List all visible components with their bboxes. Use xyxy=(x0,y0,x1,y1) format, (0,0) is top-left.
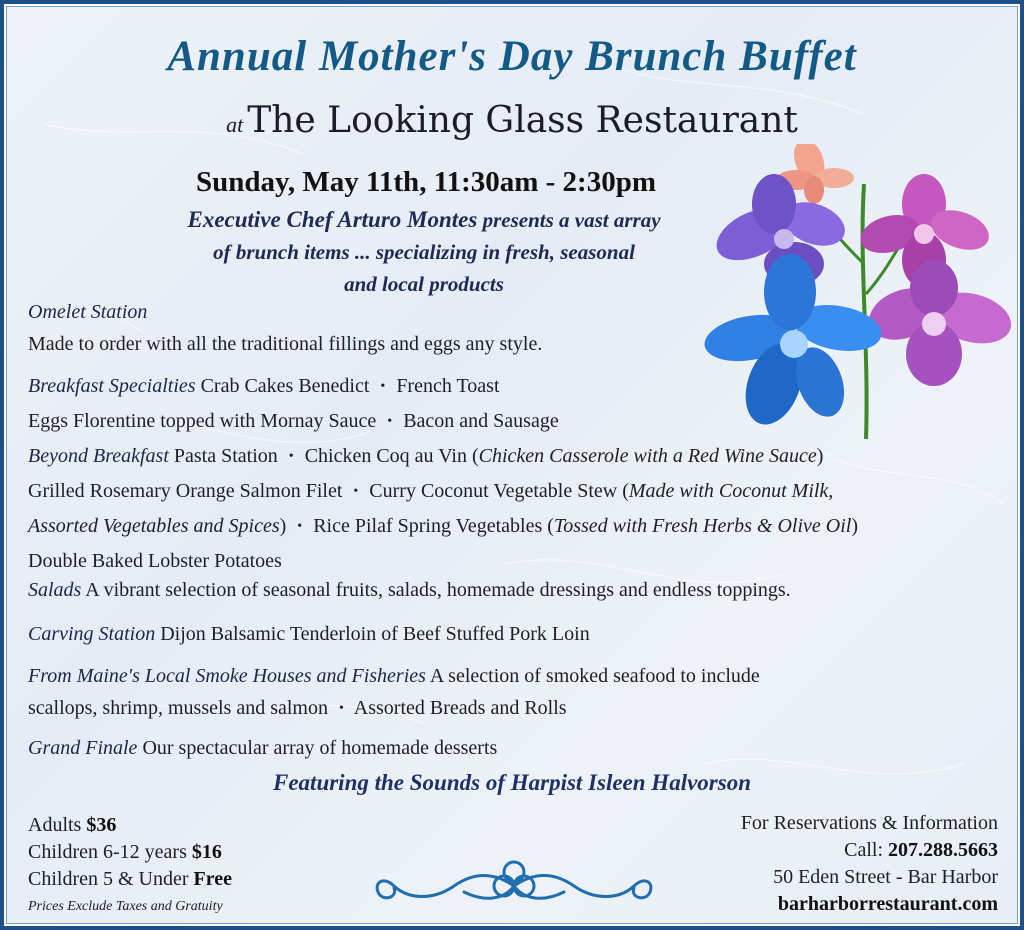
section-salads xyxy=(28,574,1008,606)
beyond-item-4: Curry Coconut Vegetable Stew ( xyxy=(369,480,629,502)
paren-close: ) xyxy=(851,515,858,537)
beyond-item-5-desc: Tossed with Fresh Herbs & Olive Oil xyxy=(553,515,852,537)
restaurant-name: The Looking Glass Restaurant xyxy=(247,100,798,141)
separator-dot: • xyxy=(353,484,359,499)
beyond-item-1: Pasta Station xyxy=(173,445,278,467)
contact-heading: For Reservations & Information xyxy=(740,812,998,834)
finale-text: Our spectacular array of homemade desserts xyxy=(142,737,498,759)
beyond-item-3: Grilled Rosemary Orange Salmon Filet xyxy=(28,480,343,502)
small-children-label: Children 5 & Under xyxy=(28,868,194,890)
prices-block xyxy=(28,812,232,920)
children-label: Children 6-12 years xyxy=(28,841,192,863)
section-maine xyxy=(28,660,1008,727)
salads-label: Salads xyxy=(28,579,82,601)
maine-line2: scallops, shrimp, mussels and salmon xyxy=(28,697,328,719)
price-note: Prices Exclude Taxes and Gratuity xyxy=(28,899,223,914)
breakfast-item-4: Bacon and Sausage xyxy=(403,410,559,432)
chef-line1: presents a vast array xyxy=(477,208,661,232)
section-omelet xyxy=(28,296,1008,360)
children-price: $16 xyxy=(191,841,222,863)
beyond-item-2-desc: Chicken Casserole with a Red Wine Sauce xyxy=(478,445,817,467)
beyond-item-4-desc-a: Made with Coconut Milk, xyxy=(628,480,834,502)
paren-close: ) xyxy=(279,515,287,537)
chef-line2: of brunch items ... specializing in fresh, seasonal xyxy=(213,240,635,264)
beyond-label: Beyond Breakfast xyxy=(28,445,169,467)
breakfast-item-2: French Toast xyxy=(396,375,500,397)
omelet-label: Omelet Station xyxy=(28,301,148,323)
contact-block xyxy=(741,810,998,918)
breakfast-label: Breakfast Specialties xyxy=(28,375,196,397)
section-breakfast xyxy=(28,370,1008,440)
maine-text: A selection of smoked seafood to include xyxy=(425,665,760,687)
celtic-flourish-ornament xyxy=(364,852,664,920)
chef-line3: and local products xyxy=(344,272,504,296)
phone-number: 207.288.5663 xyxy=(888,839,998,861)
separator-dot: • xyxy=(338,701,344,716)
beyond-item-2: Chicken Coq au Vin ( xyxy=(304,445,479,467)
small-children-price: Free xyxy=(193,868,233,890)
separator-dot: • xyxy=(380,379,386,394)
carving-label: Carving Station xyxy=(28,623,156,645)
paren-close: ) xyxy=(816,445,824,467)
breakfast-item-3: Eggs Florentine topped with Mornay Sauce xyxy=(28,410,377,432)
section-beyond-breakfast xyxy=(28,440,1008,577)
separator-dot: • xyxy=(387,414,393,429)
salads-text: A vibrant selection of seasonal fruits, salads, homemade dressings and endless toppings. xyxy=(81,579,791,601)
separator-dot: • xyxy=(288,449,294,464)
beyond-item-4-desc-b: Assorted Vegetables and Spices xyxy=(28,515,280,537)
beyond-item-6: Double Baked Lobster Potatoes xyxy=(28,550,282,572)
beyond-item-5: Rice Pilaf Spring Vegetables ( xyxy=(313,515,554,537)
page-title: Annual Mother's Day Brunch Buffet xyxy=(167,33,857,80)
address: 50 Eden Street - Bar Harbor xyxy=(773,866,998,888)
separator-dot: • xyxy=(297,519,303,534)
featuring-line: Featuring the Sounds of Harpist Isleen Halvorson xyxy=(273,770,751,795)
event-date: Sunday, May 11th, 11:30am - 2:30pm xyxy=(195,166,657,198)
finale-label: Grand Finale xyxy=(28,737,138,759)
omelet-text: Made to order with all the traditional fillings and eggs any style. xyxy=(28,333,543,355)
website-link[interactable]: barharborrestaurant.com xyxy=(777,893,998,915)
restaurant-subtitle xyxy=(4,100,1020,141)
maine-label: From Maine's Local Smoke Houses and Fisheries xyxy=(28,665,426,687)
section-carving xyxy=(28,618,1008,650)
maine-item-2: Assorted Breads and Rolls xyxy=(353,697,567,719)
adults-label: Adults xyxy=(28,814,87,836)
carving-text: Dijon Balsamic Tenderloin of Beef Stuffed Pork Loin xyxy=(160,623,590,645)
breakfast-item-1: Crab Cakes Benedict xyxy=(200,375,370,397)
chef-name: Executive Chef Arturo Montes xyxy=(187,207,478,232)
call-label: Call: xyxy=(844,839,888,861)
section-finale xyxy=(28,732,1008,764)
subtitle-at: at xyxy=(226,112,244,137)
adults-price: $36 xyxy=(86,814,117,836)
chef-intro xyxy=(84,204,764,300)
